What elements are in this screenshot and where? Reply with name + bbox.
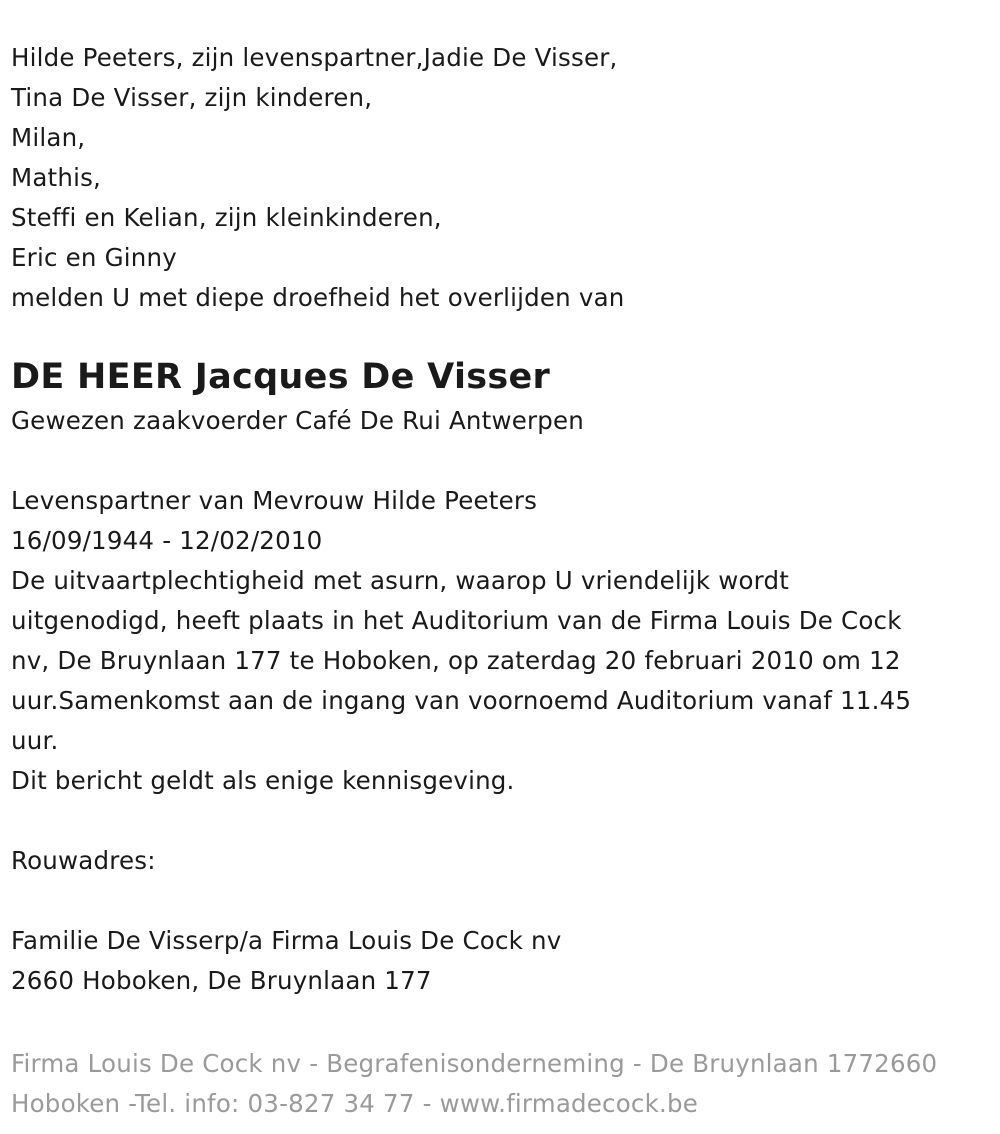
family-line: Milan, — [11, 123, 86, 152]
family-line: Steffi en Kelian, zijn kleinkinderen, — [11, 203, 442, 232]
deceased-occupation: Gewezen zaakvoerder Café De Rui Antwerpen — [11, 406, 584, 435]
announcement-line: melden U met diepe droefheid het overlijden van — [11, 283, 625, 312]
family-announcement — [11, 38, 1000, 318]
family-line: Eric en Ginny — [11, 243, 177, 272]
family-line: Tina De Visser, zijn kinderen, — [11, 83, 373, 112]
family-line: Mathis, — [11, 163, 102, 192]
partner-line: Levenspartner van Mevrouw Hilde Peeters — [11, 486, 538, 515]
ceremony-line: uur. — [11, 726, 59, 755]
ceremony-details — [11, 561, 1000, 761]
footer-line: Hoboken -Tel. info: 03-827 34 77 - www.firmadecock.be — [11, 1089, 698, 1118]
ceremony-line: uur.Samenkomst aan de ingang van voornoemd Auditorium vanaf 11.45 — [11, 686, 912, 715]
ceremony-line: nv, De Bruynlaan 177 te Hoboken, op zaterdag 20 februari 2010 om 12 — [11, 646, 901, 675]
mourning-address-line: 2660 Hoboken, De Bruynlaan 177 — [11, 966, 432, 995]
footer-line: Firma Louis De Cock nv - Begrafenisonderneming - De Bruynlaan 1772660 — [11, 1049, 938, 1078]
life-dates: 16/09/1944 - 12/02/2010 — [11, 526, 323, 555]
notice-line: Dit bericht geldt als enige kennisgeving. — [11, 766, 515, 795]
spacer — [11, 441, 1000, 481]
spacer — [11, 801, 1000, 841]
deceased-name: DE HEER Jacques De Visser — [11, 357, 551, 397]
ceremony-line: De uitvaartplechtigheid met asurn, waarop U vriendelijk wordt — [11, 566, 790, 595]
mourning-address-line: Familie De Visserp/a Firma Louis De Cock nv — [11, 926, 562, 955]
spacer — [11, 881, 1000, 921]
footer — [11, 1044, 937, 1124]
family-line: Hilde Peeters, zijn levenspartner,Jadie De Visser, — [11, 43, 618, 72]
mourning-address-label: Rouwadres: — [11, 846, 156, 875]
ceremony-line: uitgenodigd, heeft plaats in het Auditorium van de Firma Louis De Cock — [11, 606, 902, 635]
